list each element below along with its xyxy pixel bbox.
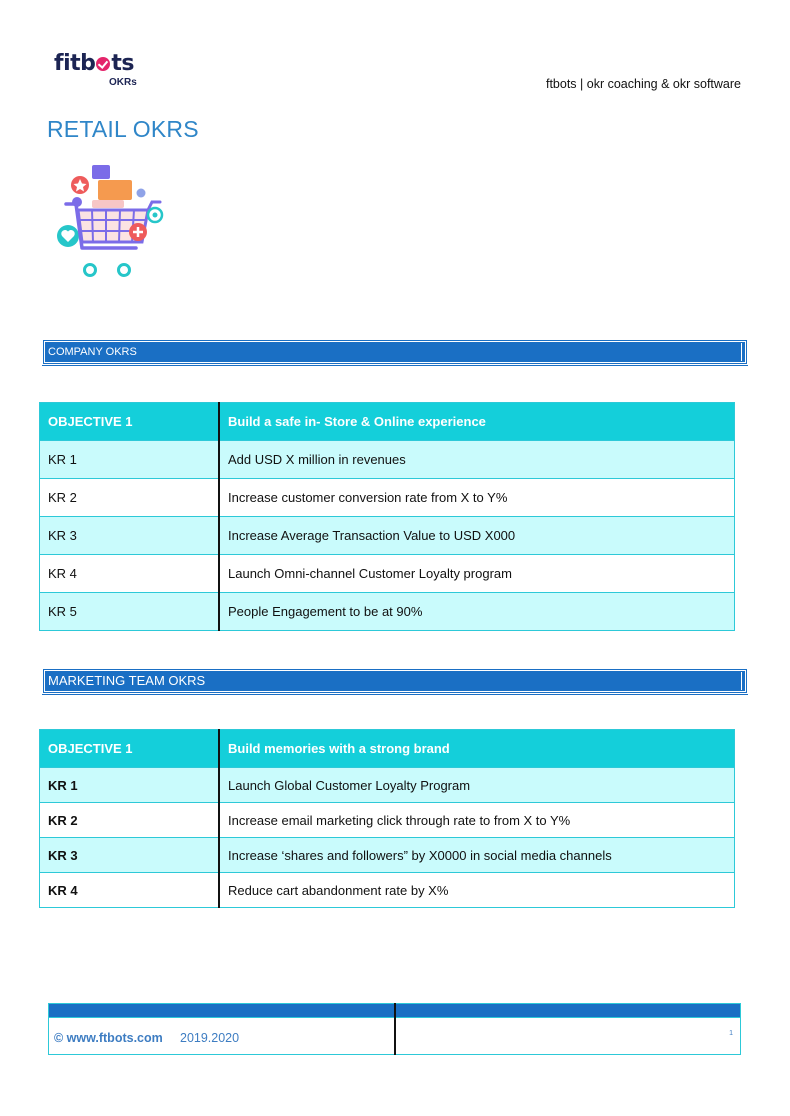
kr-text: Increase Average Transaction Value to USD X000 bbox=[219, 517, 735, 555]
table-row bbox=[40, 873, 735, 908]
footer-site-link[interactable]: © www.ftbots.com bbox=[54, 1031, 163, 1045]
page-footer bbox=[48, 1003, 741, 1055]
logo-check-icon bbox=[96, 57, 110, 71]
marketing-okr-table bbox=[39, 729, 735, 908]
cart-wheel-right bbox=[119, 265, 130, 276]
kr-label: KR 1 bbox=[40, 441, 220, 479]
company-okr-table bbox=[39, 402, 735, 631]
objective-text: Build memories with a strong brand bbox=[219, 730, 735, 768]
kr-text: Increase customer conversion rate from X to Y% bbox=[219, 479, 735, 517]
kr-label: KR 4 bbox=[40, 555, 220, 593]
table-row bbox=[40, 803, 735, 838]
percent-badge-icon bbox=[137, 189, 146, 198]
kr-text: Launch Omni-channel Customer Loyalty program bbox=[219, 555, 735, 593]
logo-wordmark: fitb ts bbox=[54, 51, 135, 76]
kr-label: KR 3 bbox=[40, 517, 220, 555]
kr-label: KR 1 bbox=[40, 768, 220, 803]
table-row bbox=[40, 441, 735, 479]
marketing-okrs-bar bbox=[44, 670, 746, 692]
objective-row bbox=[40, 403, 735, 441]
table-row bbox=[40, 555, 735, 593]
fitbots-logo bbox=[54, 52, 154, 92]
table-row bbox=[40, 479, 735, 517]
objective-label: OBJECTIVE 1 bbox=[40, 730, 220, 768]
shopping-cart-illustration bbox=[52, 162, 168, 282]
package-pink-icon bbox=[92, 200, 124, 208]
marketing-okrs-label: MARKETING TEAM OKRS bbox=[48, 673, 206, 688]
company-okrs-label: COMPANY OKRS bbox=[48, 346, 137, 358]
logo-subtitle: OKRs bbox=[109, 77, 137, 88]
kr-text: Reduce cart abandonment rate by X% bbox=[219, 873, 735, 908]
objective-label: OBJECTIVE 1 bbox=[40, 403, 220, 441]
kr-text: People Engagement to be at 90% bbox=[219, 593, 735, 631]
package-box-icon bbox=[98, 180, 132, 200]
cart-wheel-left bbox=[85, 265, 96, 276]
header-tagline: ftbots | okr coaching & okr software bbox=[545, 77, 741, 91]
table-row bbox=[40, 768, 735, 803]
kr-label: KR 2 bbox=[40, 479, 220, 517]
table-row bbox=[40, 593, 735, 631]
company-okrs-bar bbox=[44, 341, 746, 363]
table-row bbox=[40, 517, 735, 555]
kr-text: Add USD X million in revenues bbox=[219, 441, 735, 479]
kr-text: Increase ‘shares and followers” by X0000 in social media channels bbox=[219, 838, 735, 873]
table-row bbox=[40, 838, 735, 873]
page-title: RETAIL OKRS bbox=[47, 116, 199, 142]
kr-label: KR 4 bbox=[40, 873, 220, 908]
kr-text: Increase email marketing click through rate to from X to Y% bbox=[219, 803, 735, 838]
objective-text: Build a safe in- Store & Online experience bbox=[219, 403, 735, 441]
objective-row bbox=[40, 730, 735, 768]
kr-label: KR 3 bbox=[40, 838, 220, 873]
kr-label: KR 2 bbox=[40, 803, 220, 838]
page-number: 1 bbox=[729, 1030, 733, 1037]
kr-label: KR 5 bbox=[40, 593, 220, 631]
kr-text: Launch Global Customer Loyalty Program bbox=[219, 768, 735, 803]
footer-year: 2019.2020 bbox=[180, 1031, 240, 1045]
package-small-icon bbox=[92, 165, 110, 179]
